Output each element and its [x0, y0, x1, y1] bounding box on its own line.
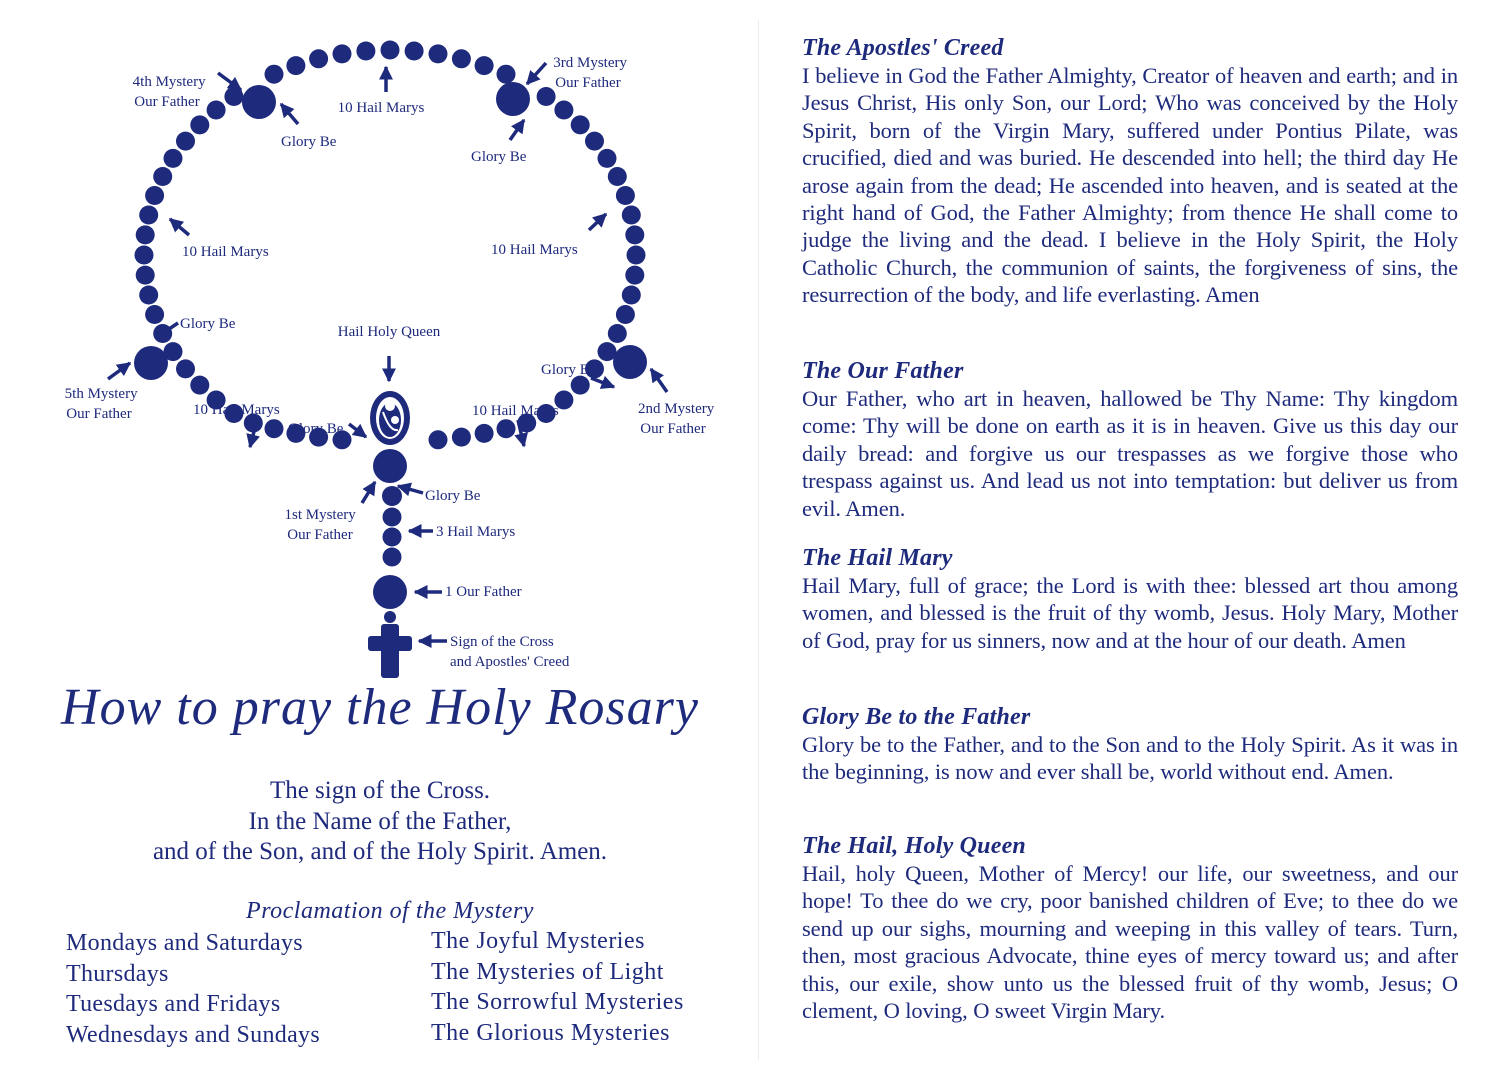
label-hail-marys-upper-right: 10 Hail Marys [491, 242, 578, 258]
stem-bead [382, 486, 402, 506]
mystery-item: The Joyful Mysteries [431, 928, 645, 954]
day-item: Thursdays [66, 960, 169, 987]
prayer-text: Our Father, who art in heaven, hallowed be Thy Name: Thy kingdom come: Thy will be done on earth as it is in heaven. Give us this day our daily bread: and forgive us our trespasses as we forgive those who trespass against us. And lead us not into temptation: but deliver us from evil. Amen. [802, 386, 1458, 521]
day-item: Mondays and Saturdays [66, 930, 303, 956]
prayer-hail-mary [802, 544, 1458, 654]
rosary-bead [627, 246, 646, 265]
stem-bead [384, 611, 396, 623]
mystery-item: The Mysteries of Light [431, 958, 664, 985]
mystery-item: The Glorious Mysteries [431, 1019, 670, 1046]
rosary-bead [585, 132, 604, 151]
rosary-bead [135, 246, 154, 265]
rosary-bead [625, 266, 644, 285]
label-3-hail-marys: 3 Hail Marys [436, 524, 516, 540]
day-item: Wednesdays and Sundays [66, 1021, 320, 1048]
prayer-our-father [802, 357, 1458, 522]
rosary-bead [537, 87, 556, 106]
rosary-bead [616, 305, 635, 324]
rosary-bead [608, 167, 627, 186]
arrow-glory-be-top-left [281, 104, 298, 124]
madonna-and-child-icon [370, 391, 410, 445]
label-hail-marys-lower-right: 10 Hail Marys [472, 403, 559, 419]
proclamation-mysteries [431, 926, 684, 1048]
rosary-bead [139, 286, 158, 305]
rosary-bead [475, 424, 494, 443]
arrow-1st-mystery [362, 482, 375, 503]
rosary-bead [608, 324, 627, 343]
arrow-hail-marys-upper-left [170, 219, 189, 235]
mystery-bead-2nd [613, 345, 647, 379]
rosary-bead [598, 149, 617, 168]
right-page [760, 0, 1486, 1072]
rosary-bead [429, 44, 448, 63]
prayer-text: Hail, holy Queen, Mother of Mercy! our life, our sweetness, and our hope! To thee do we cry, poor banished children of Eve; to thee do we send up our sighs, mourning and weeping in this valley of tears. Turn, then, most gracious Advocate, thine eyes of mercy toward us; and after this, our exile, show unto us the blessed fruit of thy womb, Jesus; O clement, O loving, O sweet Virgin Mary. [802, 861, 1458, 1024]
rosary-bead [136, 266, 155, 285]
rosary-bead [207, 101, 226, 120]
page-title: How to pray the Holy Rosary [61, 679, 699, 736]
rosary-diagram [0, 0, 760, 690]
sign-of-cross-text [0, 776, 760, 868]
arrow-5th-mystery [108, 363, 130, 379]
label-2nd-mystery: 2nd Mystery Our Father [638, 401, 715, 437]
rosary-bead [554, 101, 573, 120]
rosary-bead [571, 376, 590, 395]
day-item: Tuesdays and Fridays [66, 991, 281, 1017]
prayer-title: Glory Be to the Father [802, 704, 1031, 730]
prayer-title: The Hail, Holy Queen [802, 833, 1026, 859]
stem-bead [383, 548, 402, 567]
prayer-title: The Our Father [802, 358, 964, 384]
label-hail-marys-top: 10 Hail Marys [337, 100, 425, 116]
arrow-2nd-mystery [651, 369, 667, 392]
rosary-bead [452, 49, 471, 68]
rosary-bead [265, 65, 284, 84]
sign-line: The sign of the Cross. [269, 777, 491, 804]
label-glory-be-stem: Glory Be [425, 488, 481, 504]
prayer-apostles-creed [802, 34, 1458, 309]
rosary-bead [286, 56, 305, 75]
rosary-bead [145, 186, 164, 205]
prayer-title: The Hail Mary [802, 545, 953, 571]
rosary-bead [452, 428, 471, 447]
rosary-bead [625, 225, 644, 244]
label-hail-holy-queen: Hail Holy Queen [337, 324, 441, 340]
stem-mystery-bead [373, 449, 407, 483]
rosary-bead [616, 186, 635, 205]
mystery-bead-5th [134, 346, 168, 380]
rosary-bead [475, 56, 494, 75]
rosary-bead [309, 49, 328, 68]
our-father-bead [373, 575, 407, 609]
label-4th-mystery: 4th Mystery Our Father [132, 74, 206, 110]
rosary-bead [139, 206, 158, 225]
rosary-bead [136, 225, 155, 244]
rosary-bead [381, 41, 400, 60]
prayer-text: Glory be to the Father, and to the Son and to the Holy Spirit. As it was in the beginning, is now and ever shall be, world without end. Amen. [802, 732, 1458, 785]
label-3rd-mystery: 3rd Mystery Our Father [553, 55, 627, 91]
mystery-bead-4th [242, 85, 276, 119]
label-glory-be-top-left: Glory Be [281, 134, 337, 150]
rosary-bead [164, 149, 183, 168]
label-1-our-father: 1 Our Father [445, 584, 522, 600]
rosary-bead [176, 132, 195, 151]
arrow-glory-be-center [349, 424, 366, 437]
rosary-bead [497, 419, 516, 438]
rosary-bead [153, 167, 172, 186]
label-glory-be-left: Glory Be [180, 316, 236, 332]
stem-bead [383, 528, 402, 547]
label-glory-be-center: Glory Be [288, 421, 344, 437]
arrow-4th-mystery [218, 73, 241, 90]
label-sign-of-cross: Sign of the Cross and Apostles' Creed [450, 634, 570, 670]
mystery-item: The Sorrowful Mysteries [431, 989, 684, 1015]
rosary-bead [622, 206, 641, 225]
rosary-bead [333, 44, 352, 63]
rosary-bead [622, 286, 641, 305]
sign-line: and of the Son, and of the Holy Spirit. Amen. [152, 838, 608, 865]
rosary-bead [190, 115, 209, 134]
arrow-hail-marys-upper-right [589, 214, 606, 230]
rosary-bead [356, 42, 375, 61]
rosary-bead [190, 376, 209, 395]
label-hail-marys-upper-left: 10 Hail Marys [182, 244, 269, 260]
label-1st-mystery: 1st Mystery Our Father [284, 507, 356, 543]
label-glory-be-right: Glory Be [541, 362, 597, 378]
rosary-bead [497, 65, 516, 84]
rosary-bead [429, 430, 448, 449]
rosary-bead [145, 305, 164, 324]
label-glory-be-top-right: Glory Be [471, 149, 527, 165]
prayer-hail-holy-queen [802, 832, 1458, 1024]
prayer-text: Hail Mary, full of grace; the Lord is with thee: blessed art thou among women, and blessed is the fruit of thy womb, Jesus. Holy Mary, Mother of God, pray for us sinners, now and at the hour of our death. Amen [802, 573, 1458, 653]
mystery-bead-3rd [496, 82, 530, 116]
stem-bead [383, 508, 402, 527]
rosary-bead [265, 419, 284, 438]
label-5th-mystery: 5th Mystery Our Father [64, 386, 138, 422]
sign-line: In the Name of the Father, [248, 807, 512, 835]
arrow-glory-be-top-right [510, 120, 524, 140]
prayer-glory-be [802, 703, 1458, 786]
proclamation-heading: Proclamation of the Mystery [246, 898, 534, 924]
arrow-3rd-mystery [527, 63, 546, 84]
rosary-bead [571, 115, 590, 134]
prayer-title: The Apostles' Creed [802, 35, 1004, 61]
arrow-glory-be-stem [398, 486, 423, 493]
proclamation-days [66, 928, 320, 1050]
label-hail-marys-lower-left: 10 Hail Marys [193, 402, 280, 418]
rosary-bead [176, 359, 195, 378]
rosary-bead [405, 42, 424, 61]
arrow-glory-be-right [591, 378, 614, 387]
crucifix-icon [368, 624, 412, 678]
prayer-text: I believe in God the Father Almighty, Creator of heaven and earth; and in Jesus Christ, His only Son, our Lord; Who was conceived by the Holy Spirit, born of the Virgin Mary, suffered under Pontius Pilate, was crucified, died and was buried. He descended into hell; the third day He arose again from the dead; He ascended into heaven, and is seated at the right hand of God, the Father Almighty; from thence He shall come to judge the living and the dead. I believe in the Holy Spirit, the Holy Catholic Church, the communion of saints, the forgiveness of sins, the resurrection of the body, and life everlasting. Amen [802, 63, 1458, 308]
